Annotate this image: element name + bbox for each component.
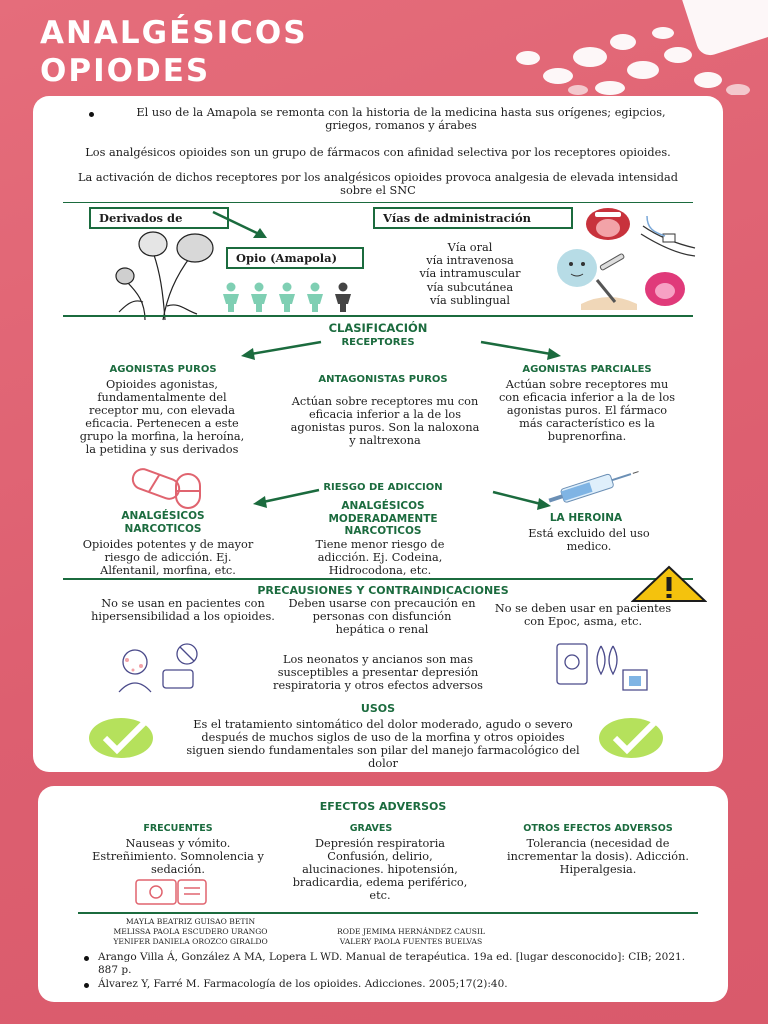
intro-para-2: La activación de dichos receptores por los analgésicos opioides provoca analgesia de elevada intensidad sobre el SNC	[78, 171, 678, 197]
agonistas-parciales-text: Actúan sobre receptores mu con eficacia inferior a la de los agonistas puros. El fármaco más característico es la buprenorfina.	[498, 378, 676, 443]
title-line-2: OPIODES	[40, 53, 211, 89]
page-title	[40, 14, 308, 90]
mouth-icon	[583, 206, 633, 242]
via-item: vía intramuscular	[419, 267, 521, 281]
otros-title: OTROS EFECTOS ADVERSOS	[523, 823, 673, 834]
usos-text: Es el tratamiento sintomático del dolor moderado, agudo o severo después de muchos siglos de uso de la morfina y otros opioides siguen siendo fundamentales son pilar del manejo farmacológico del dolor	[186, 718, 580, 770]
moderados-text: Tiene menor riesgo de adicción. Ej. Codeina, Hidrocodona, etc.	[315, 538, 445, 577]
check-icon	[87, 712, 159, 760]
people-icon	[219, 282, 369, 312]
reference-item	[84, 978, 694, 991]
author-name: RODE JEMIMA HERNÁNDEZ CAUSIL	[337, 927, 485, 936]
divider	[63, 315, 693, 317]
author-name: YENIFER DANIELA OROZCO GIRALDO	[113, 937, 268, 946]
pills-bottle-icon	[438, 0, 768, 95]
riesgo-title: RIESGO DE ADICCION	[323, 482, 443, 493]
effects-card	[38, 786, 728, 1002]
narcoticos-text: Opioides potentes y de mayor riesgo de adicción. Ej. Alfentanil, morfina, etc.	[82, 538, 254, 577]
efectos-title: EFECTOS ADVERSOS	[319, 800, 447, 813]
graves-text: Depresión respiratoria Confusión, delirio, alucinaciones. hipotensión, bradicardia, edema periférico, etc.	[292, 837, 468, 902]
derivados-label: Derivados de	[89, 207, 229, 229]
divider	[63, 202, 693, 203]
via-item: Vía oral	[447, 241, 493, 254]
usos-title: USOS	[360, 702, 396, 715]
title-line-1: ANALGÉSICOS	[40, 15, 308, 51]
divider	[78, 912, 698, 914]
sublingual-icon	[643, 270, 687, 308]
frecuentes-text: Nauseas y vómito. Estreñimiento. Somnolencia y sedación.	[92, 837, 264, 876]
receptores-subtitle: RECEPTORES	[341, 337, 415, 348]
clasificacion-title: CLASIFICACIÓN	[328, 321, 428, 335]
moderados-title: ANALGÉSICOS MODERADAMENTE NARCOTICOS	[328, 500, 438, 537]
stomach-icon	[134, 878, 208, 906]
agonistas-parciales-title: AGONISTAS PARCIALES	[522, 364, 652, 375]
intro-para-1: Los analgésicos opioides son un grupo de fármacos con afinidad selectiva por los receptores opioides.	[85, 146, 671, 159]
intro-bullet-dot	[89, 112, 94, 117]
author-name: MAYLA BEATRIZ GUISAO BETIN	[125, 917, 256, 926]
divider	[63, 578, 693, 580]
antagonistas-title: ANTAGONISTAS PUROS	[318, 374, 448, 385]
authors-right	[306, 927, 516, 947]
heroina-text: Está excluido del uso medico.	[528, 527, 650, 553]
agonistas-puros-title: AGONISTAS PUROS	[109, 364, 217, 375]
narcoticos-title: ANALGÉSICOS NARCOTICOS	[121, 510, 205, 535]
reference-text: Álvarez Y, Farré M. Farmacología de los opioides. Adicciones. 2005;17(2):40.	[98, 978, 508, 990]
graves-title: GRAVES	[349, 823, 393, 834]
agonistas-puros-text: Opioides agonistas, fundamentalmente del receptor mu, con elevada eficacia. Pertenecen a este grupo la morfina, la heroína, la petidina y sus derivados	[79, 378, 245, 456]
poppy-flower-icon	[105, 222, 227, 322]
intro-bullet: El uso de la Amapola se remonta con la historia de la medicina hasta sus orígenes; egipcios, griegos, romanos y árabes	[136, 106, 666, 132]
bullet-dot	[84, 956, 89, 961]
main-card	[33, 96, 723, 772]
authors-left	[78, 917, 303, 947]
reference-item	[84, 951, 694, 976]
vias-label: Vías de administración	[373, 207, 573, 229]
syringe-icon	[541, 468, 641, 506]
iv-arm-icon	[637, 214, 699, 262]
warning-icon	[631, 565, 707, 603]
precaucion-right: No se deben usar en pacientes con Epoc, asma, etc.	[494, 602, 672, 628]
bullet-dot	[84, 983, 89, 988]
opio-label: Opio (Amapola)	[226, 247, 364, 269]
check-icon	[597, 712, 669, 760]
precaucion-bottom: Los neonatos y ancianos son mas susceptibles a presentar depresión respiratoria y otros efectos adversos	[273, 653, 483, 692]
otros-text: Tolerancia (necesidad de incrementar la dosis). Adicción. Hiperalgesia.	[507, 837, 689, 876]
reference-text: Arango Villa Á, González A MA, Lopera L WD. Manual de terapéutica. 19a ed. [lugar desconocido]: CIB; 2021. 887 p.	[98, 951, 686, 976]
via-item: vía subcutánea	[426, 280, 514, 294]
arrow-left-icon	[239, 338, 323, 360]
antagonistas-text: Actúan sobre receptores mu con eficacia inferior a la de los agonistas puros. Son la naloxona y naltrexona	[290, 395, 480, 447]
via-item: vía intravenosa	[426, 254, 514, 268]
heroina-title: LA HEROINA	[549, 512, 623, 524]
lungs-doctor-icon	[553, 640, 653, 696]
author-name: VALERY PAOLA FUENTES BUELVAS	[339, 937, 483, 946]
capsule-icon	[128, 468, 208, 512]
precaucion-left: No se usan en pacientes con hipersensibilidad a los opioides.	[91, 597, 275, 623]
author-name: MELISSA PAOLA ESCUDERO URANGO	[113, 927, 268, 936]
vias-list	[395, 241, 545, 307]
frecuentes-title: FRECUENTES	[143, 823, 213, 834]
subcutaneous-icon	[581, 274, 637, 310]
precaucion-center: Deben usarse con precaución en personas con disfunción hepática o renal	[288, 597, 476, 636]
references-list	[84, 951, 694, 991]
allergy-icon	[113, 640, 211, 694]
precauciones-title: PRECAUSIONES Y CONTRAINDICACIONES	[257, 584, 509, 597]
via-item: vía sublingual	[430, 293, 510, 307]
arrow-right-icon	[479, 338, 563, 360]
